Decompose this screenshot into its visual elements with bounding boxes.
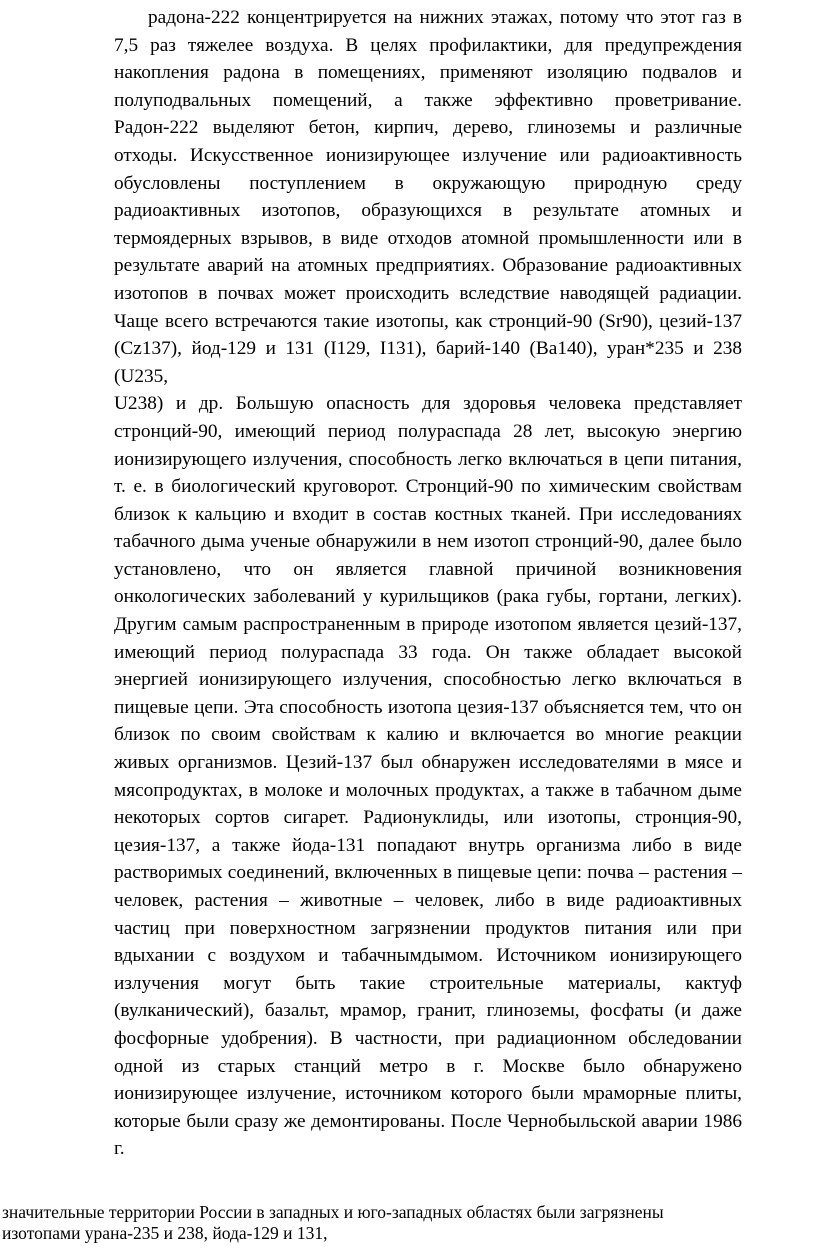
document-body — [114, 4, 742, 1163]
footer-text — [2, 1202, 802, 1244]
paragraph-isotopes: U238) и др. Большую опасность для здоровья человека представляет стронций-90, имеющий период полураспада 28 лет, высокую энергию ионизирующего излучения, способность легко включаться в цепи питания, т. е. в биологический круговорот. Стронций-90 по химическим свойствам близок к кальцию и входит в состав костных тканей. При исследованиях табачного дыма ученые обнаружили в нем изотоп стронций-90, далее было установлено, что он является главной причиной возникновения онкологических заболеваний у курильщиков (рака губы, гортани, легких). Другим самым распространенным в природе изотопом является цезий-137, имеющий период полураспада 33 года. Он также обладает высокой энергией ионизирующего излучения, способностью легко включаться в пищевые цепи. Эта способность изотопа цезия-137 объясняется тем, что он близок по своим свойствам к калию и включается во многие реакции живых организмов. Цезий-137 был обнаружен исследователями в мясе и мясопродуктах, в молоке и молочных продуктах, а также в табачном дыме некоторых сортов сигарет. Радионуклиды, или изотопы, стронция-90, цезия-137, а также йода-131 попадают внутрь организма либо в виде растворимых соединений, включенных в пищевые цепи: почва – растения – человек, растения – животные – человек, либо в виде радиоактивных частиц при поверхностном загрязнении продуктов питания или при вдыхании с воздухом и табачнымдымом. Источником ионизирующего излучения могут быть такие строительные материалы, кактуф (вулканический), базальт, мрамор, гранит, глиноземы, фосфаты (и даже фосфорные удобрения). В частности, при радиационном обследовании одной из старых станций метро в г. Москве было обнаружено ионизирующее излучение, источником которого были мраморные плиты, которые были сразу же демонтированы. После Чернобыльской аварии 1986 г. — [114, 393, 742, 1160]
footer-line-1: значительные территории России в западных и юго-западных областях были загрязнены — [2, 1202, 664, 1222]
footer-line-2: изотопами урана-235 и 238, йода-129 и 131, — [2, 1223, 328, 1243]
paragraph-radon: радона-222 концентрируется на нижних этажах, потому что этот газ в 7,5 раз тяжелее воздуха. В целях профилактики, для предупреждения накопления радона в помещениях, применяют изоляцию подвалов и полуподвальных помещений, а также эффективно проветривание. Радон-222 выделяют бетон, кирпич, дерево, глиноземы и различные отходы. Искусственное ионизирующее излучение или радиоактивность обусловлены поступлением в окружающую природную среду радиоактивных изотопов, образующихся в результате атомных и термоядерных взрывов, в виде отходов атомной промышленности или в результате аварий на атомных предприятиях. Образование радиоактивных изотопов в почвах может происходить вследствие наводящей радиации. Чаще всего встречаются такие изотопы, как стронций-90 (Sr90), цезий-137 (Cz137), йод-129 и 131 (I129, I131), барий-140 (Ba140), уран*235 и 238 (U235, — [114, 7, 742, 387]
